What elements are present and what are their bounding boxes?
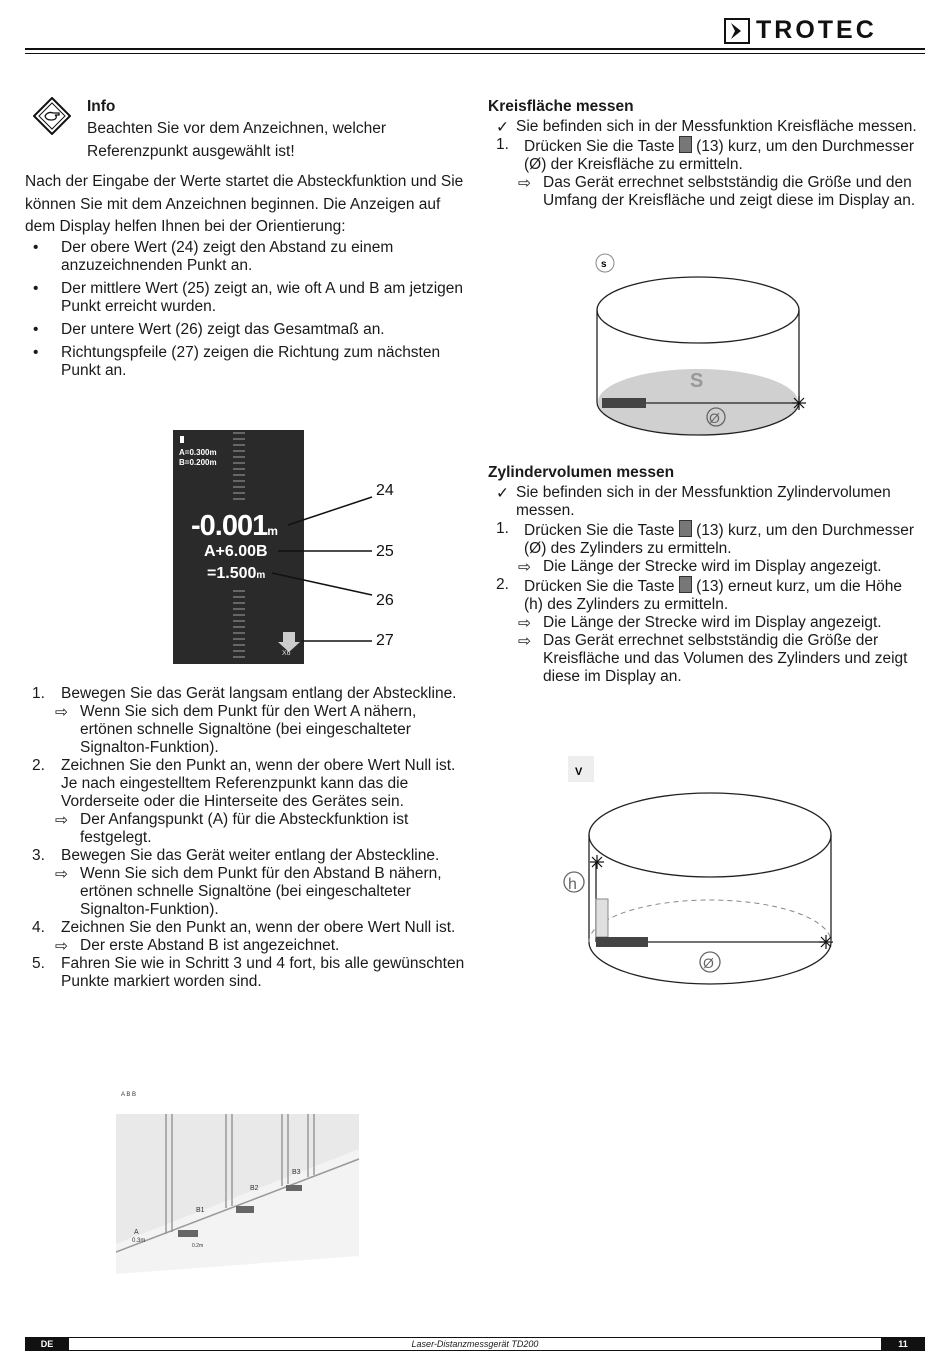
kreis-result: ⇨ Das Gerät errechnet selbstständig die Größe und den Umfang der Kreisfläche und zeigt diese im Display an. [518,174,916,209]
zylinder-step: 2. Drücken Sie die Taste (13) erneut kurz, um die Höhe (h) des Zylinders zu ermitteln. [496,576,903,613]
display-total-value: =1.500m [207,565,266,582]
info-text: Beachten Sie vor dem Anzeichnen, welcher Referenzpunkt ausgewählt ist! [87,120,386,160]
laser-point-icon [590,855,604,869]
kreis-precondition: ✓ Sie befinden sich in der Messfunktion Kreisfläche messen. [496,118,917,136]
display-arrow-count: X6 [282,650,291,657]
display-count-value: A+6.00B [204,543,268,560]
step-result: ⇨ Der erste Abstand B ist angezeichnet. [55,937,340,955]
callout-label: 27 [376,632,394,649]
display-b-value: B=0.200m [179,458,217,467]
display-main-value: -0.001m [191,510,277,542]
wall-icon-label: A B B [121,1092,137,1098]
wall-label-b3: B3 [292,1169,301,1176]
step-result: ⇨ Wenn Sie sich dem Punkt für den Wert A nähern, ertönen schnelle Signaltöne (bei eingeschalteter Signalton-Funktion). [55,703,417,756]
left-column-text [25,171,470,380]
info-box [87,96,467,163]
wall-label-b-value: 0.2m [192,1243,204,1249]
callout-label: 25 [376,543,394,560]
page-footer [25,1337,925,1351]
wall-label-b1: B1 [196,1207,205,1214]
step-result: ⇨ Wenn Sie sich dem Punkt für den Abstand B nähern, ertönen schnelle Signaltöne (bei eingeschalteter Signalton-Funktion). [55,865,442,918]
callout-label: 24 [376,482,394,499]
zylinder-title: Zylindervolumen messen [488,464,675,481]
zylinder-height-label: h [568,876,577,893]
wall-label-a-value: 0.3m [132,1238,146,1244]
brand-logo-text: TROTEC [756,16,877,44]
list-item: • Der obere Wert (24) zeigt den Abstand zu einem anzuzeichnenden Punkt an. [33,238,394,274]
wall-label-a: A [134,1229,139,1236]
function-key-icon [679,520,692,537]
circle-area-illustration [590,252,815,442]
step-item: 3. Bewegen Sie das Gerät weiter entlang der Absteckline. [32,847,440,864]
stakeout-wall-figure [116,1084,361,1274]
cylinder-volume-illustration [560,750,845,990]
brand-logo-mark [724,18,750,44]
callout-lines [270,480,380,650]
zylinder-diameter-label: Ø [703,955,714,971]
kreis-step: 1. Drücken Sie die Taste (13) kurz, um den Durchmesser (Ø) der Kreisfläche zu ermitteln. [496,136,915,173]
function-key-icon [679,136,692,153]
header-rule [25,48,925,50]
laser-point-icon [819,935,833,949]
list-item: • Der mittlere Wert (25) zeigt an, wie oft A und B am jetzigen Punkt erreicht wurden. [33,279,464,315]
info-title: Info [87,98,116,115]
kreis-figure [590,252,815,442]
callout-label: 26 [376,592,394,609]
wall-label-b2: B2 [250,1185,259,1192]
zylinder-figure [560,750,845,990]
kreis-title: Kreisfläche messen [488,98,634,115]
footer-page-number: 11 [881,1338,925,1350]
display-a-value: A=0.300m [179,448,217,457]
zylinder-result: ⇨ Das Gerät errechnet selbstständig die Größe der Kreisfläche und das Volumen des Zylinders und zeigt diese im Display an. [518,632,908,685]
intro-paragraph: Nach der Eingabe der Werte startet die Absteckfunktion und Sie können Sie mit dem Anzeichnen beginnen. Die Anzeigen auf dem Display helfen Ihnen bei der Orientierung: [25,173,464,235]
step-result: ⇨ Der Anfangspunkt (A) für die Absteckfunktion ist festgelegt. [55,811,409,846]
zylinder-result: ⇨ Die Länge der Strecke wird im Display angezeigt. [518,558,882,576]
step-item: 4. Zeichnen Sie den Punkt an, wenn der obere Wert Null ist. [32,919,456,936]
zylinder-step: 1. Drücken Sie die Taste (13) kurz, um den Durchmesser (Ø) des Zylinders zu ermitteln. [496,520,915,557]
step-item: 1. Bewegen Sie das Gerät langsam entlang der Absteckline. [32,685,457,702]
steps-list [25,685,470,991]
zylinder-result: ⇨ Die Länge der Strecke wird im Display angezeigt. [518,614,882,632]
laser-point-icon [792,396,806,410]
step-item: 2. Zeichnen Sie den Punkt an, wenn der obere Wert Null ist. Je nach eingestelltem Referenzpunkt kann das die Vorderseite oder die Hinterseite des Gerätes sein. [32,757,456,810]
kreis-icon-label: s [601,259,607,270]
zylinder-icon-label: V [575,766,583,778]
zylinder-precondition: ✓ Sie befinden sich in der Messfunktion Zylindervolumen messen. [496,484,891,519]
header-rule-thin [25,53,925,54]
wall-illustration [116,1084,361,1274]
list-item: • Richtungspfeile (27) zeigen die Richtung zum nächsten Punkt an. [33,343,441,379]
step-item: 5. Fahren Sie wie in Schritt 3 und 4 fort, bis alle gewünschten Punkte markiert worden sind. [32,955,465,990]
kreis-s-label: S [690,370,704,392]
footer-language: DE [25,1338,69,1350]
zylinder-section [488,462,923,686]
list-item: • Der untere Wert (26) zeigt das Gesamtmaß an. [33,320,385,338]
kreis-diameter-label: Ø [709,410,720,426]
kreis-section [488,96,923,210]
footer-title: Laser-Distanzmessgerät TD200 [411,1339,539,1349]
info-icon [33,97,71,140]
function-key-icon [679,576,692,593]
